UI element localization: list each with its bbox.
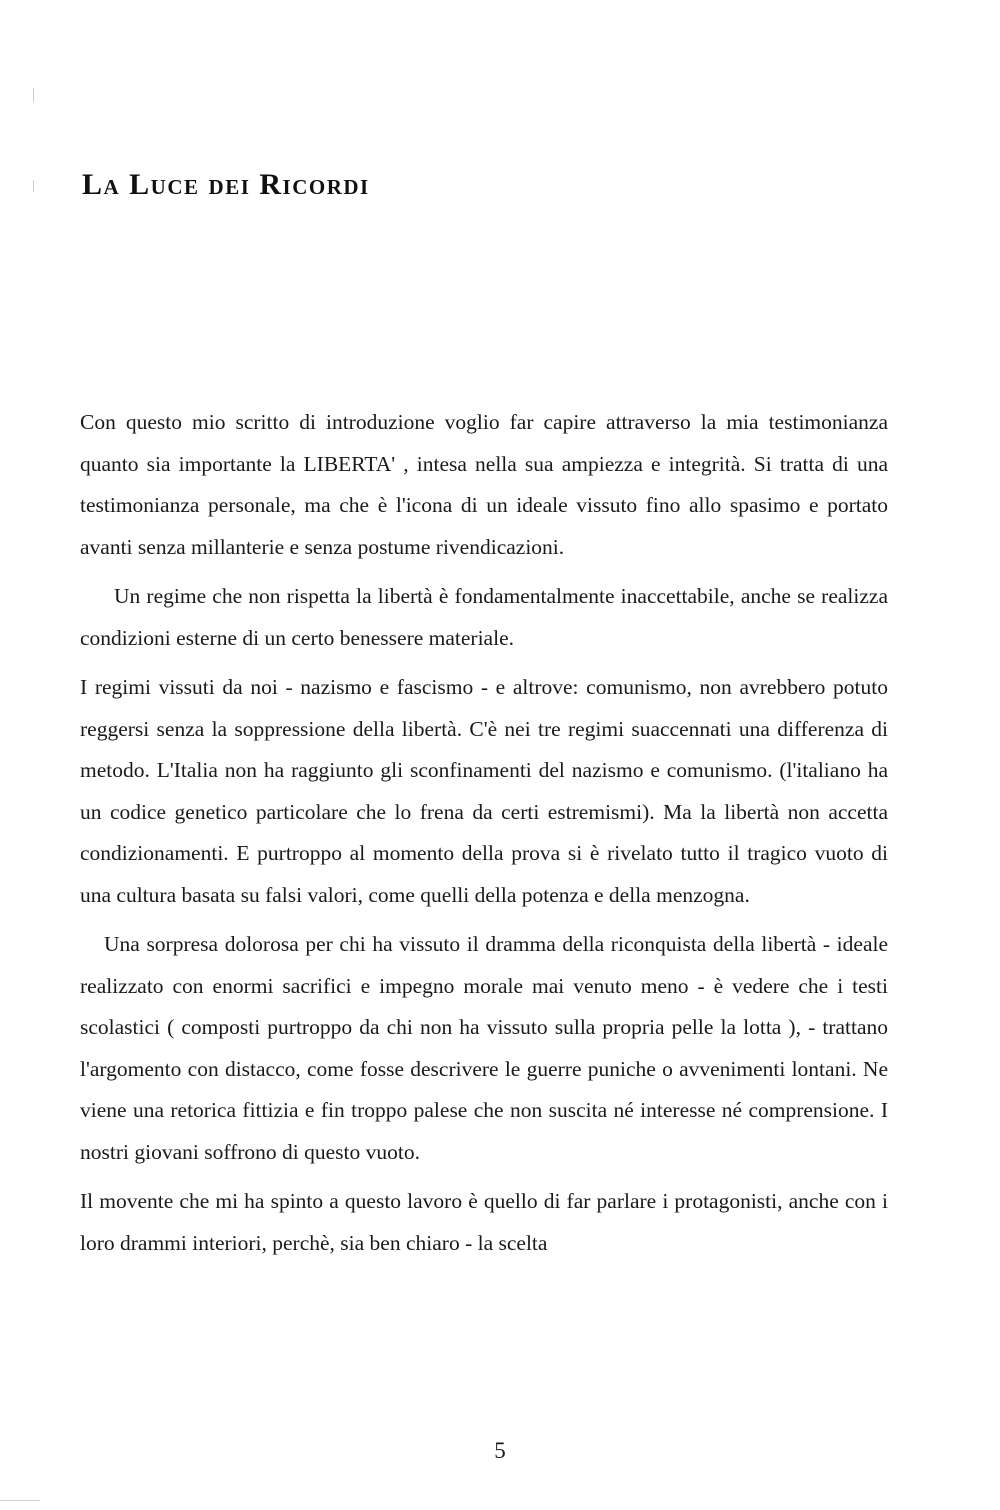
paragraph-5: Il movente che mi ha spinto a questo lavoro è quello di far parlare i protagonisti, anche con i loro drammi interiori, perchè, sia ben chiaro - la scelta (80, 1189, 888, 1255)
chapter-title: La Luce dei Ricordi (82, 168, 370, 201)
paragraph-2: Un regime che non rispetta la libertà è fondamentalmente inaccettabile, anche se realizza condizioni esterne di un certo benessere materiale. (80, 584, 888, 650)
paragraph-3: I regimi vissuti da noi - nazismo e fascismo - e altrove: comunismo, non avrebbero potuto reggersi senza la soppressione della libertà. C'è nei tre regimi suaccennati una differenza di metodo. L'Italia non ha raggiunto gli sconfinamenti del nazismo e comunismo. (l'italiano ha un codice genetico particolare che lo frena da certi estremismi). Ma la libertà non accetta condizionamenti. E purtroppo al momento della prova si è rivelato tutto il tragico vuoto di una cultura basata su falsi valori, come quelli della potenza e della menzogna. (80, 675, 888, 907)
scan-artifact-mark (0, 1500, 40, 1501)
scan-artifact-mark (33, 180, 34, 192)
paragraph-1: Con questo mio scritto di introduzione voglio far capire attraverso la mia testimonianza quanto sia importante la LIBERTA' , intesa nella sua ampiezza e integrità. Si tratta di una testimonianza personale, ma che è l'icona di un ideale vissuto fino allo spasimo e portato avanti senza millanterie e senza postume rivendicazioni. (80, 410, 888, 559)
paragraph-4: Una sorpresa dolorosa per chi ha vissuto il dramma della riconquista della libertà - ideale realizzato con enormi sacrifici e impegno morale mai venuto meno - è vedere che i testi scolastici ( composti purtroppo da chi non ha vissuto sulla propria pelle la lotta ), - trattano l'argomento con distacco, come fosse descrivere le guerre puniche o avvenimenti lontani. Ne viene una retorica fittizia e fin troppo palese che non suscita né interesse né comprensione. I nostri giovani soffrono di questo vuoto. (80, 932, 888, 1164)
scan-artifact-mark (33, 88, 34, 102)
page-number: 5 (494, 1438, 506, 1463)
body-text (80, 402, 888, 1264)
